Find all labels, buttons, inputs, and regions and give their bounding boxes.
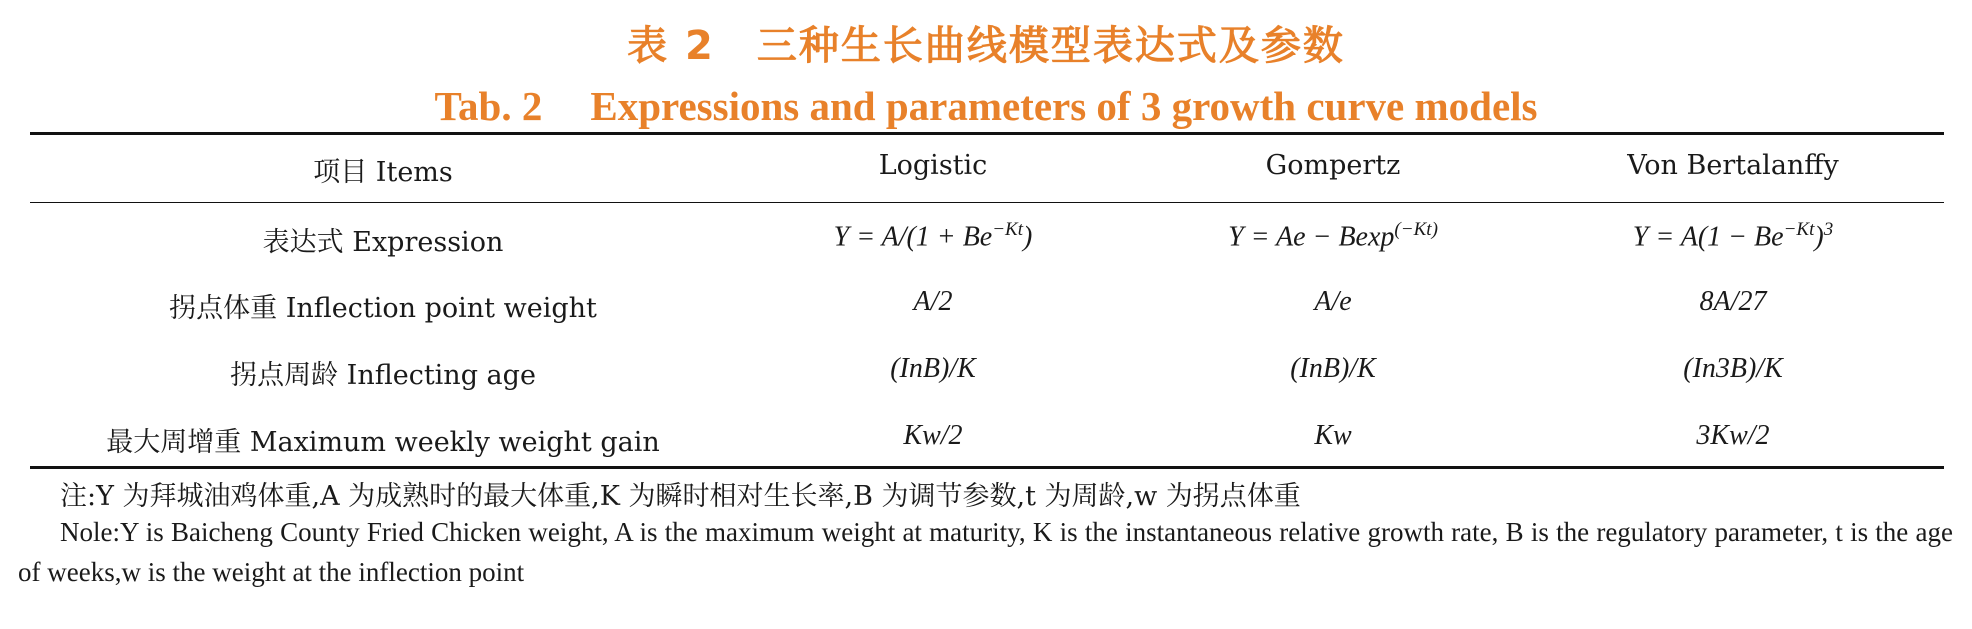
row-expression-item: 表达式 Expression <box>262 227 504 258</box>
table-note-en: Nole:Y is Baicheng County Fried Chicken weight, A is the maximum weight at maturity, K is the instantaneous relative growth rate, B is the regulatory parameter, t is the age of weeks,w is the weight at the inflection point <box>18 517 1953 587</box>
logistic-inflection-weight: A/2 <box>913 286 953 317</box>
table-number-cn: 表 2 <box>627 23 715 69</box>
header-von-bertalanffy: Von Bertalanffy <box>1627 150 1839 181</box>
von-bertalanffy-max-weekly-gain: 3Kw/2 <box>1696 420 1770 451</box>
gompertz-expression: Y = Ae − Bexp$^{(-Kt)}$ <box>1228 219 1438 253</box>
table-caption-cn: 三种生长曲线模型表达式及参数 <box>756 23 1345 69</box>
row-max-weekly-gain-item: 最大周增重 Maximum weekly weight gain <box>106 427 660 458</box>
table-number-en: Tab. 2 <box>434 83 543 129</box>
von-bertalanffy-expression: $Y = A(1 - Be^{-Kt})^3$ <box>1632 219 1834 253</box>
row-inflecting-age-item: 拐点周龄 Inflecting age <box>230 360 536 391</box>
row-inflection-weight-item: 拐点体重 Inflection point weight <box>169 293 597 324</box>
table-caption-en: Expressions and parameters of 3 growth curve models <box>590 83 1538 129</box>
gompertz-inflection-weight: A/e <box>1314 286 1352 317</box>
gompertz-inflecting-age: (InB)/K <box>1290 353 1376 384</box>
table-title-en <box>0 82 1972 130</box>
von-bertalanffy-inflecting-age: (In3B)/K <box>1683 353 1783 384</box>
logistic-max-weekly-gain: Kw/2 <box>903 420 963 451</box>
logistic-expression: $Y = A/(1 + Be^{-Kt})$ <box>833 219 1033 253</box>
table-bottom-rule <box>30 466 1944 469</box>
logistic-inflecting-age: (InB)/K <box>890 353 976 384</box>
table-top-rule <box>30 132 1944 135</box>
header-items: 项目 Items <box>313 157 453 188</box>
gompertz-max-weekly-gain: Kw <box>1314 420 1352 451</box>
header-logistic: Logistic <box>878 150 988 181</box>
table-title-cn <box>0 14 1972 71</box>
von-bertalanffy-inflection-weight: 8A/27 <box>1699 286 1767 317</box>
table-header-rule <box>30 202 1944 203</box>
header-gompertz: Gompertz <box>1265 150 1401 181</box>
table-note-cn: 注:Y 为拜城油鸡体重,A 为成熟时的最大体重,K 为瞬时相对生长率,B 为调节参数,t 为周龄,w 为拐点体重 <box>60 481 1301 512</box>
